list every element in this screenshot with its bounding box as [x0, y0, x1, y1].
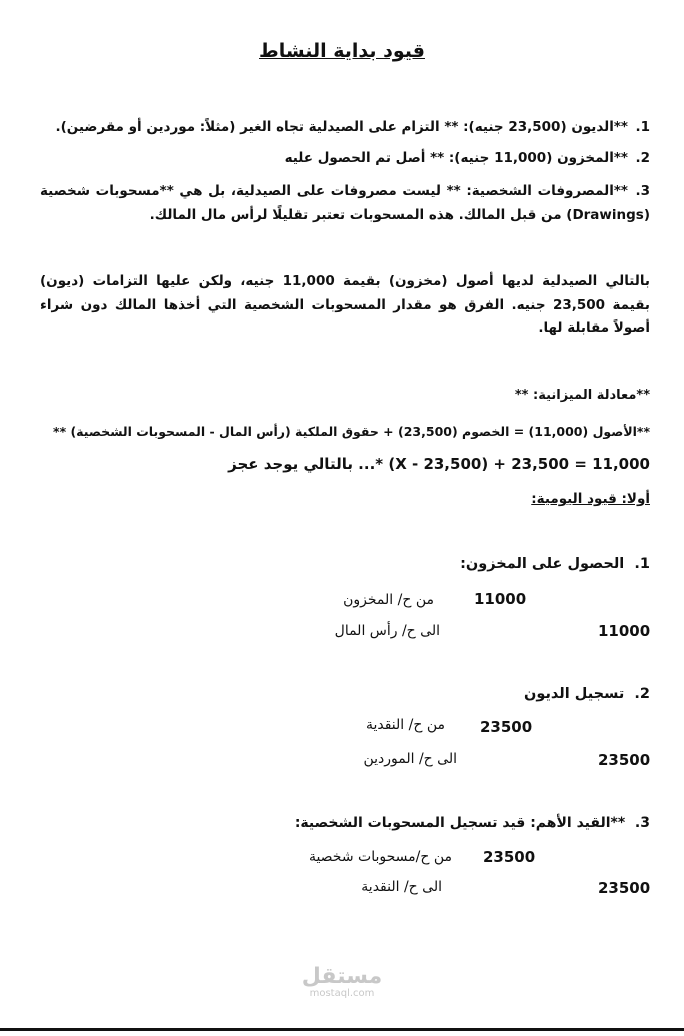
- list-item: [40, 147, 650, 171]
- list-number: 2.: [635, 150, 650, 166]
- entry-heading-text: الحصول على المخزون:: [460, 556, 625, 572]
- entry-heading: [524, 686, 650, 702]
- watermark-logo: [300, 966, 384, 999]
- debit-amount: 23500: [483, 848, 536, 866]
- entry-number: 3.: [634, 815, 650, 831]
- equation-line-2: 11,000 = 23,500 + (X - 23,500) *... بالتالي يوجد عجز: [228, 455, 650, 473]
- debit-label: من ح/ المخزون: [343, 592, 434, 608]
- list-number: 3.: [635, 183, 650, 199]
- bottom-border: [0, 1028, 684, 1031]
- list-item: [40, 180, 650, 227]
- equation-heading: **معادلة الميزانية: **: [514, 388, 650, 403]
- credit-amount: 23500: [598, 879, 651, 897]
- entry-number: 1.: [634, 556, 650, 572]
- entry-heading-text: تسجيل الديون: [524, 686, 625, 702]
- list-text: **الديون (23,500 جنيه): ** التزام على الصيدلية تجاه الغير (مثلاً: موردين أو مقرضين).: [55, 119, 628, 135]
- list-text: **المخزون (11,000 جنيه): ** أصل تم الحصول عليه: [284, 150, 628, 166]
- list-number: 1.: [635, 119, 650, 135]
- credit-amount: 23500: [598, 751, 651, 769]
- page-title: قيود بداية النشاط: [259, 40, 425, 62]
- entry-heading: [460, 556, 650, 572]
- entry-heading-text: **القيد الأهم: قيد تسجيل المسحوبات الشخصية:: [294, 815, 626, 831]
- watermark-main: مستقل: [301, 964, 383, 989]
- debit-amount: 11000: [474, 590, 527, 608]
- watermark-sub: mostaql.com: [309, 988, 375, 999]
- list-text: **المصروفات الشخصية: ** ليست مصروفات على الصيدلية، بل هي **مسحوبات شخصية (Drawings) من قبل المالك. هذه المسحوبات تعتبر تقليلًا لرأس مال المالك.: [40, 183, 650, 223]
- summary-paragraph: بالتالي الصيدلية لديها أصول (مخزون) بقيمة 11,000 جنيه، ولكن عليها التزامات (ديون) بقيمة 23,500 جنيه. الفرق هو مقدار المسحوبات الشخصية التي أخذها المالك دون شراء أصولاً مقابلة لها.: [40, 273, 650, 337]
- equation-line-1: **الأصول (11,000) = الخصوم (23,500) + حقوق الملكية (رأس المال - المسحوبات الشخصية) **: [53, 424, 650, 439]
- entry-heading: [295, 815, 650, 831]
- credit-label: الى ح/ رأس المال: [334, 623, 440, 639]
- entry-number: 2.: [634, 686, 650, 702]
- debit-label: من ح/مسحوبات شخصية: [308, 849, 452, 865]
- debit-amount: 23500: [480, 718, 533, 736]
- credit-amount: 11000: [598, 622, 651, 640]
- debit-label: من ح/ النقدية: [365, 717, 445, 733]
- credit-label: الى ح/ الموردين: [363, 751, 457, 767]
- credit-label: الى ح/ النقدية: [361, 879, 442, 895]
- journal-heading: أولا: قيود اليومية:: [531, 491, 650, 507]
- list-item: [40, 116, 650, 140]
